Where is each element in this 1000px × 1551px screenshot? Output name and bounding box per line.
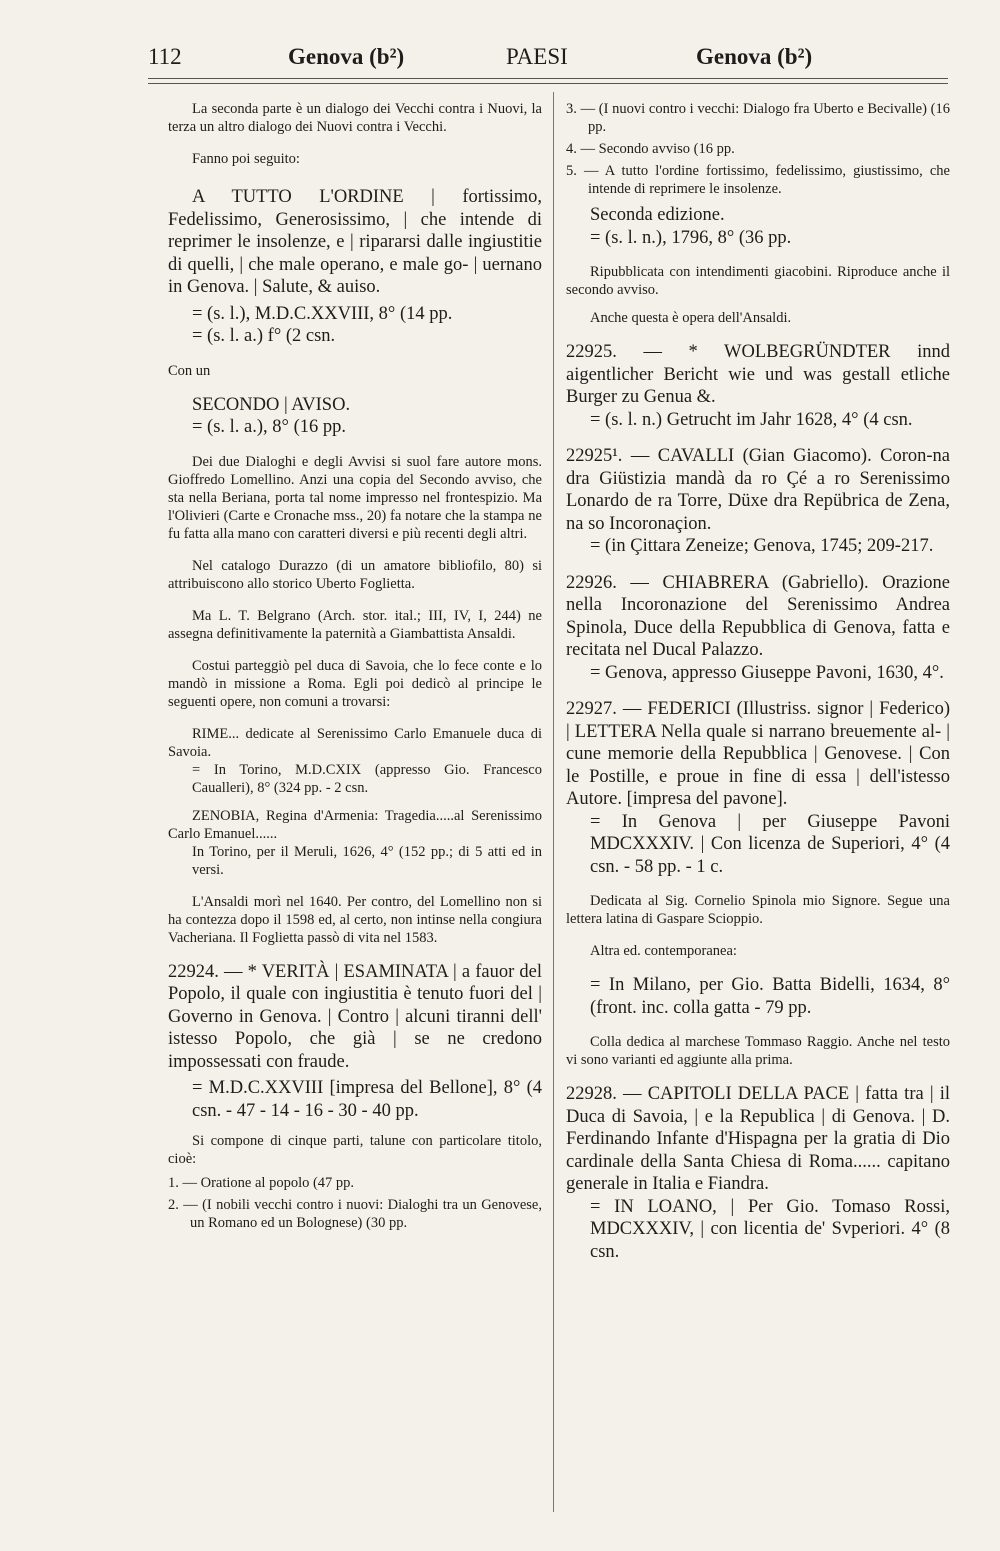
imprint-line: = (s. l. a.) f° (2 csn. xyxy=(192,326,336,346)
note-paragraph: Costui parteggiò pel duca di Savoia, che lo fece conte e lo mandò in missione a Roma. Egli poi dedicò al principe le seguenti opere, non comuni a trovarsi: xyxy=(168,657,542,710)
note-paragraph: Colla dedica al marchese Tommaso Raggio. Anche nel testo vi sono varianti ed aggiunte alla prima. xyxy=(566,1034,950,1068)
imprint-line: In Torino, per il Meruli, 1626, 4° (152 pp.; di 5 atti ed in versi. xyxy=(192,843,542,878)
note-paragraph: RIME... dedicate al Serenissimo Carlo Emanuele duca di Savoia. xyxy=(168,725,542,760)
list-item: 2. — (I nobili vecchi contro i nuovi: Dialoghi tra un Genovese, un Romano ed un Bolognese) (30 pp. xyxy=(168,1197,542,1231)
left-column xyxy=(168,100,542,1232)
imprint-line: = (s. l.), M.D.C.XXVIII, 8° (14 pp. xyxy=(192,303,453,324)
entry-22928: 22928. — CAPITOLI DELLA PACE | fatta tra | il Duca di Savoia, | e la Republica | di Genova. | D. Ferdinando Infante d'Hispagna per la gratia di Dio cardinale della Santa Chiesa di Roma...... capitano generale in Italia e Fiandra. xyxy=(566,1084,950,1194)
header-rule xyxy=(148,78,948,79)
note-paragraph: Nel catalogo Durazzo (di un amatore bibliofilo, 80) si attribuiscono allo storico Uberto Foglietta. xyxy=(168,557,542,592)
list-item: 1. — Oratione al popolo (47 pp. xyxy=(168,1175,355,1191)
entry-22925-1: 22925¹. — CAVALLI (Gian Giacomo). Coron-na dra Giüstizia mandà da ro Çé a ro Serenissimo Lonardo de ra Torre, Düxe dra Repübrica de Zena, na so Incoronaçion. xyxy=(566,446,950,534)
header-rule-double xyxy=(148,83,948,84)
header-right-title: Genova (b²) xyxy=(696,44,813,69)
list-item: 5. — A tutto l'ordine fortissimo, fedelissimo, giustissimo, che intende di reprimere le insolenze. xyxy=(566,163,950,197)
imprint-line: = In Genova | per Giuseppe Pavoni MDCXXXIV. | Con licenza de Superiori, 4° (4 csn. - 58 pp. - 1 c. xyxy=(590,811,950,877)
imprint-line: = (s. l. n.), 1796, 8° (36 pp. xyxy=(590,227,792,248)
entry-22924: 22924. — * VERITÀ | ESAMINATA | a fauor del Popolo, il quale con ingiustitia è tenuto fuori del | Governo in Genova. | Contro | alcuni tiranni dell' istesso Popolo, che già | se ne credono impossessati con fraude. xyxy=(168,961,542,1072)
note-paragraph: L'Ansaldi morì nel 1640. Per contro, del Lomellino non si ha contezza dopo il 1598 ed, al certo, non intinse nella congiura Vacheriana. Il Foglietta passò di vita nel 1583. xyxy=(168,893,542,946)
note-paragraph: Altra ed. contemporanea: xyxy=(590,943,737,959)
edition-note: Seconda edizione. xyxy=(590,205,725,225)
imprint-line: = Genova, appresso Giuseppe Pavoni, 1630, 4°. xyxy=(590,662,944,683)
note-paragraph: Con un xyxy=(168,362,211,379)
column-divider xyxy=(553,92,554,1512)
list-item: 4. — Secondo avviso (16 pp. xyxy=(566,141,735,157)
entry-22925: 22925. — * WOLBEGRÜNDTER innd aigentlicher Bericht wie und was gestall etliche Burger zu Genua &. xyxy=(566,342,950,407)
imprint-line: = In Torino, M.D.CXIX (appresso Gio. Francesco Caualleri), 8° (324 pp. - 2 csn. xyxy=(192,761,542,796)
imprint-line: = (s. l. n.) Getrucht im Jahr 1628, 4° (4 csn. xyxy=(590,409,913,430)
note-paragraph: La seconda parte è un dialogo dei Vecchi contra i Nuovi, la terza un altro dialogo dei Nuovi contra i Vecchi. xyxy=(168,101,542,135)
note-paragraph: ZENOBIA, Regina d'Armenia: Tragedia.....al Serenissimo Carlo Emanuel...... xyxy=(168,807,542,842)
list-item: 3. — (I nuovi contro i vecchi: Dialogo fra Uberto e Becivalle) (16 pp. xyxy=(566,101,950,135)
entry-22926: 22926. — CHIABRERA (Gabriello). Orazione nella Incoronazione del Serenissimo Andrea Spinola, Duce della Repubblica di Genova, fatta e recitata nel Ducal Palazzo. xyxy=(566,572,950,660)
imprint-line: = IN LOANO, | Per Gio. Tomaso Rossi, MDCXXXIV, | con licentia de' Svperiori. 4° (8 csn. xyxy=(590,1196,950,1262)
note-paragraph: Ripubblicata con intendimenti giacobini. Riproduce anche il secondo avviso. xyxy=(566,264,950,298)
note-paragraph: Ma L. T. Belgrano (Arch. stor. ital.; III, IV, I, 244) ne assegna definitivamente la paternità a Giambattista Ansaldi. xyxy=(168,607,542,642)
note-paragraph: Si compone di cinque parti, talune con particolare titolo, cioè: xyxy=(168,1133,542,1167)
header-left-title: Genova (b²) xyxy=(288,44,405,69)
note-paragraph: Anche questa è opera dell'Ansaldi. xyxy=(590,310,792,326)
header-center-title: PAESI xyxy=(506,44,568,69)
page-number: 112 xyxy=(148,44,182,69)
note-paragraph: Fanno poi seguito: xyxy=(192,151,300,167)
note-paragraph: Dedicata al Sig. Cornelio Spinola mio Signore. Segue una lettera latina di Gaspare Scioppio. xyxy=(566,893,950,927)
entry-22927: 22927. — FEDERICI (Illustriss. signor | Federico) | LETTERA Nella quale si narrano breuemente al- | cune memorie della Repubblica | Genovese. | Con le Postille, e proue in fine di essa | dell'istesso Autore. [impresa del pavone]. xyxy=(566,699,950,809)
imprint-line: = (in Çittara Zeneize; Genova, 1745; 209-217. xyxy=(590,536,934,556)
right-column xyxy=(566,100,950,1263)
imprint-line: = (s. l. a.), 8° (16 pp. xyxy=(192,417,346,437)
note-paragraph: Dei due Dialoghi e degli Avvisi si suol fare autore mons. Gioffredo Lomellino. Anzi una copia del Secondo avviso, che sta nella Beriana, porta tal nome impresso nel frontespizio. Ma l'Olivieri (Carte e Cronache mss., 20) fa notare che la stampa ne fu fatta alla mano con caratteri diversi e più recenti degli altri. xyxy=(168,453,542,542)
entry-title: A TUTTO L'ORDINE | fortissimo, Fedelissimo, Generosissimo, | che intende di reprimer le insolenze, e | ripararsi dalle ingiustitie di quelli, | che male operano, e male go- | uernano in Genova. | Salute, & auiso. xyxy=(168,187,542,297)
imprint-line: = In Milano, per Gio. Batta Bidelli, 1634, 8° (front. inc. colla gatta - 79 pp. xyxy=(590,975,950,1018)
running-head xyxy=(148,40,948,80)
entry-title: SECONDO | AVISO. xyxy=(192,394,351,415)
imprint-line: = M.D.C.XXVIII [impresa del Bellone], 8° (4 csn. - 47 - 14 - 16 - 30 - 40 pp. xyxy=(192,1078,542,1121)
